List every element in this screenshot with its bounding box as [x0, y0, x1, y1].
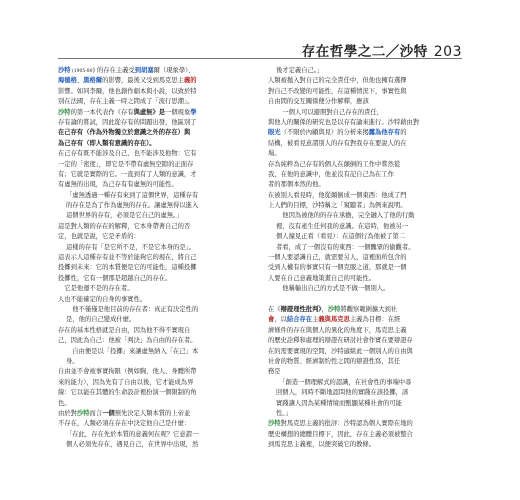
text-line: 海德格、黑格爾的影響，最後又受到馬克思主義的 [58, 77, 197, 85]
text-line: 回個人，同時不斷地認問他的實踐在該投擲，該 [276, 389, 409, 397]
page-number: 203 [433, 44, 462, 60]
left-column [58, 66, 251, 476]
text-line: 自由間的交互關係便分作解釋，應該 [268, 98, 369, 106]
text-line: 投擲到未來：它的本質便是它的可能性，這種投擲 [58, 264, 197, 272]
text-line: 實踐讓人因為某種情境而甄顯某種社會的可能 [276, 399, 402, 407]
text-line: 個人撞見正看（看見）：在這個行為他被了第二 [276, 233, 406, 241]
text-line: 沙特的第一本代表作《存有與虛無》是一個現象學 [58, 108, 197, 116]
text-line: 的歷史詮釋和處理的辯證在研討社會作實在要辯證存 [268, 337, 413, 345]
text-line: 投擲性，它有一個那是超越自己的存在。 [58, 274, 172, 282]
text-line: 在己存有（作為外物獨立於意識之外的存在）與 [58, 129, 191, 137]
text-line [268, 295, 461, 305]
text-line: 在被別人看見時，他從顛倒成一個東西：他成了門 [268, 191, 407, 199]
text-line: 一定的「密度」，即它是不帶有虛無空隙的正面存 [58, 160, 194, 168]
text-line: 自由並不會被事實拘限（例如胸、他人、身體所帶 [58, 368, 197, 376]
text-line: 務是 [268, 368, 281, 376]
text-line: 它是他運不是的存在者。 [58, 285, 134, 293]
text-line: 性。」 [276, 409, 292, 417]
text-line: 存有論的嘗試，因此從存有的問題出發，他區別了 [58, 118, 197, 126]
text-line: 沙特對馬克思主義的批評：沙特認為個人實際在地的 [268, 420, 413, 428]
text-line: 人要在自己意義地策畫自己的可能性。 [268, 274, 376, 282]
text-line: 他因為被他的的存在承擔，完全融入了他的行動 [276, 212, 415, 220]
text-line: 由於對沙特而言一個預先決定人類本質的上帝並 [58, 409, 191, 417]
text-line: 者看，成了一個沒有的東西：一個醜眾的偷觀者。 [276, 243, 415, 251]
text-line: 別在法國，存在主義一時之間成了「流行思潮」。 [58, 98, 194, 106]
text-line: 受到人權有的事實只有一個克服之道，那就是一個 [268, 264, 407, 272]
text-line: 沙特 (1905-80) 的存在主義受到胡塞爾（現象學）、 [58, 67, 195, 74]
text-line: 影響。如同李爾，他也創作劇本與小說，以致於特 [58, 87, 197, 95]
text-line: 濟條件的存在與個人的異化的角度下，馬克思主義 [268, 326, 407, 334]
text-line: 身。 [66, 357, 79, 365]
text-line: 與他人的關係的研究也是以存有論來進行。沙特藉由對 [268, 118, 420, 126]
text-line: 在的需要實現的空間，沙特適組此一個別人的自由與 [268, 347, 413, 355]
text-line: 裡，沒有產生任何我的意識。在這時，他被另一 [276, 222, 409, 230]
text-line: 的存在是為了作為虛無的存在。讓虛無得以進入 [66, 202, 199, 210]
text-line: 己，因此為自己：他被「判決」為自由的存在者。 [58, 337, 197, 345]
text-line: 人類被拋入對自己的完全責任中，但他也擁有選擇 [268, 77, 407, 85]
right-column [268, 66, 461, 476]
text-line: 來的能力），因為先有了自由以後，它才能成為界 [58, 378, 194, 386]
text-line: 一個人可以避開對自己存在的責任， [276, 108, 384, 116]
text-line: 「虛無透過一種存有來到了這個世界，這種存有 [66, 191, 199, 199]
running-header [302, 40, 462, 60]
text-line: 我，在他的意識中，他並沒有記自己為在工作 [268, 170, 394, 178]
text-line: 一個人要認識自己，就需要另人，這裡面所包含的 [268, 254, 407, 262]
text-line: 在己存有既不能涉及自己，也不能涉及他物：它有 [58, 150, 197, 158]
text-line: 他稱輸出自己的方式是不做一個別人。 [276, 285, 390, 293]
text-line: 者的那個本然的他。 [268, 181, 325, 189]
text-line: 為己存有（即人類有意識的存在）。 [58, 139, 156, 147]
text-line: 有；它就是實際的它。一直到有了人類的意識，才 [58, 170, 197, 178]
text-line: 社會的物質、經濟制約性之間的辯證性寫，其任 [268, 357, 401, 365]
text-line: 他不僅僅是他目前的存在者：真正有決定性的 [66, 305, 199, 313]
text-line: 色。 [58, 399, 71, 407]
text-line: 這是對人類的存在的解釋，它本身帶著自己的否 [58, 222, 191, 230]
text-line: 存在的基本性格就是自由，因為他不得不實現自 [58, 326, 191, 334]
text-line: 是，他的自己變成什麼。 [66, 316, 136, 324]
text-line: 定，也就是說，它是矛盾的： [58, 233, 140, 241]
text-line: 有虛無的出現，為己存有有虛無的可能性。 [58, 181, 178, 189]
text-line: 結構，被看見意謂別人的存有對我存在要說人的在 [268, 139, 407, 147]
text-line: 在《辯證理性批判》，沙特將觀察範圍擴大到社 [268, 305, 398, 313]
text-line: 對自己不改變的可能性，在這種情況下，事實性與 [268, 87, 407, 95]
text-line: 上人們的目標，沙特稱之「窺聽者」為例來說明。 [268, 202, 407, 210]
text-line: 眼光（不限於內顧與見）的分析來揭露為他存有的 [268, 129, 407, 137]
text-line: 這個世界的存有，必須是它自己的虛無。」 [66, 212, 183, 220]
text-line: 到馬克思主義裡，以便突破它的教條。 [268, 441, 376, 449]
text-line: 歷史構想的總體目標下，因此，存在主義必須被整合 [268, 430, 413, 438]
text-line: 「創造一個理解式的認識，在社會性的事端中尋 [276, 378, 412, 386]
text-line: 自由便是以「投擲」來讓虛無納入「在己」本 [66, 347, 199, 355]
text-line: 線：它以能在其體的生命設計裡扮演一個限制的角 [58, 389, 197, 397]
text-line: 場。 [268, 150, 281, 158]
text-line: 後才定義自己。」 [276, 67, 324, 74]
text-line: 不存在，人類必須在存在中決定他自己是什麼： [58, 420, 191, 428]
text-line: 存為純粹為己存有的個人在顛倒的工作中嘗然從 [268, 160, 401, 168]
text-line: 人也不能確定的自身的事實性。 [58, 295, 147, 303]
text-line: 這表示人這種存有並不等於能夠它的現在，將自己 [58, 254, 197, 262]
text-line: 這樣的存有「是它所不是，不是它本身的是」。 [66, 243, 196, 251]
text-line: 「在此，存在先於本質的意義何在呢？它意謂一 [66, 430, 199, 438]
text-line: 會，以結合存在主義與馬克思主義為目標：在經 [268, 316, 401, 324]
header-title: 存在哲學之二／沙特 [301, 44, 428, 60]
header-rule [58, 58, 462, 59]
text-line: 個人必須先存在，遇見自己，在世界中出現，然 [66, 441, 199, 449]
